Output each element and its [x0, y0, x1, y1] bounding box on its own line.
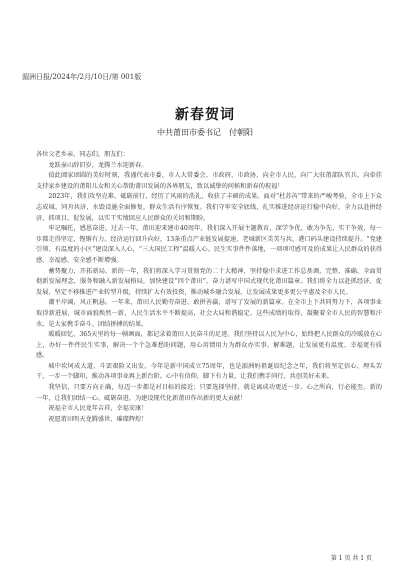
closing-wish: 祝愿莆田明天龙腾盛世、璀璨辉煌！	[48, 415, 148, 423]
article-body	[36, 150, 382, 425]
closing-wish: 祝福全市人民龙年吉祥，幸福安康！	[48, 405, 148, 413]
paragraph: 城中坎坷成大道，斗罢艰险又出发。今年是新中国成立75周年，也是湄洲妈祖诞辰纪念之年，我们将坚定信心、埋头苦干，一步一个脚印，推动各项事业再上新台阶。心中有信仰，脚下有力量，让我们携手同行，共创美好未来。	[36, 362, 382, 381]
page-number: 第 1 页 共 1 页	[330, 555, 372, 562]
paragraph: 值此阖家团圆的美好时刻，我谨代表市委、市人大常委会、市政府、市政协，向全市人民，向广大驻莆部队官兵，向牵挂支持家乡建设的莆阳儿女和关心帮助莆田发展的各界朋友，致以诚挚的问候和新春的祝福！	[36, 172, 382, 190]
paragraph: 牢记嘱托，感恩奋进。过去一年，莆田迎来建市40周年，我们深入开展主题教育，深学争优、敢为争先、实干争效，每一步都走得坚定、铿锵有力。经济运行回升向好，13条重点产业链发展提速，老城新区美美与共，港口码头建设持续提升。“党建引领、有温度的小区”建设深入人心，“三大国民工程”温暖人心。民生实事件件落地，一项项可感可及的成果让人民群众的获得感、幸福感、安全感不断增强。	[36, 225, 382, 264]
paragraph: 龙跃壶山辞旧岁，龙腾兰水迎新春。	[48, 161, 148, 169]
paragraph: 我坚信，只要方向正确，每迈一步都是对目标的接近；只要选择坚持，就是离成功更近一步。心之所向，行必能至。新的一年，让我们团结一心、砥砺奋进，为建设现代化新莆田作出新的更大贡献！	[36, 384, 382, 402]
paragraph: 潮平岸阔，风正帆悬。一年来，莆田人民勤劳奋进、敢拼善赢，谱写了发展的新篇章。在全市上下共同努力下，各项事业取得新进展，城市面貌焕然一新，人民生活水平不断提高，社会大局和谐稳定。这些成绩的取得，凝聚着全市人民的智慧和汗水，是大家携手奋斗、团结拼搏的结果。	[36, 299, 382, 328]
greeting-line: 各位父老乡亲，同志们，朋友们：	[36, 151, 129, 158]
paragraph: 暖暖回忆，365天里的每一帧画面，都记录着莆田人民奋斗的足迹。我们坚持以人民为中心，始终把人民群众的冷暖放在心上，办好一件件民生实事，解决一个个急难愁盼问题，用心用情用力为群众办实事、解难题，让发展更有温度、幸福更有质感。	[36, 331, 382, 360]
paragraph: 2023年，我们攻坚克难、砥砺前行，经历了风雨的洗礼，收获了丰硕的成果。面对“杜苏芮”带来的严峻考验，全市上下众志成城、同舟共济，水毁设施全面修复，群众生活有序恢复。我们守牢安全底线，扎实推进经济运行稳中向好，全力以赴拼经济、抓项目、促发展，以实干实绩回应人民群众的关切和期盼。	[36, 193, 382, 222]
paragraph: 蓄势聚力，开拓新局。新的一年，我们将深入学习贯彻党的二十大精神，坚持稳中求进工作总基调，完整、准确、全面贯彻新发展理念，服务和融入新发展格局，加快建设“四个莆田”，奋力谱写中国式现代化莆田篇章。我们将全力以赴抓经济、促发展，坚定不移推进产业转型升级，持续扩大有效投资，推动城乡融合发展，让发展成果更多更公平惠及全市人民。	[36, 267, 382, 296]
article-byline: 中共莆田市委书记 付朝阳	[157, 128, 253, 137]
article-title: 新春贺词	[175, 107, 235, 123]
newspaper-source-line: 湄洲日报/2024年/2月/10日/第 001版	[22, 73, 142, 81]
